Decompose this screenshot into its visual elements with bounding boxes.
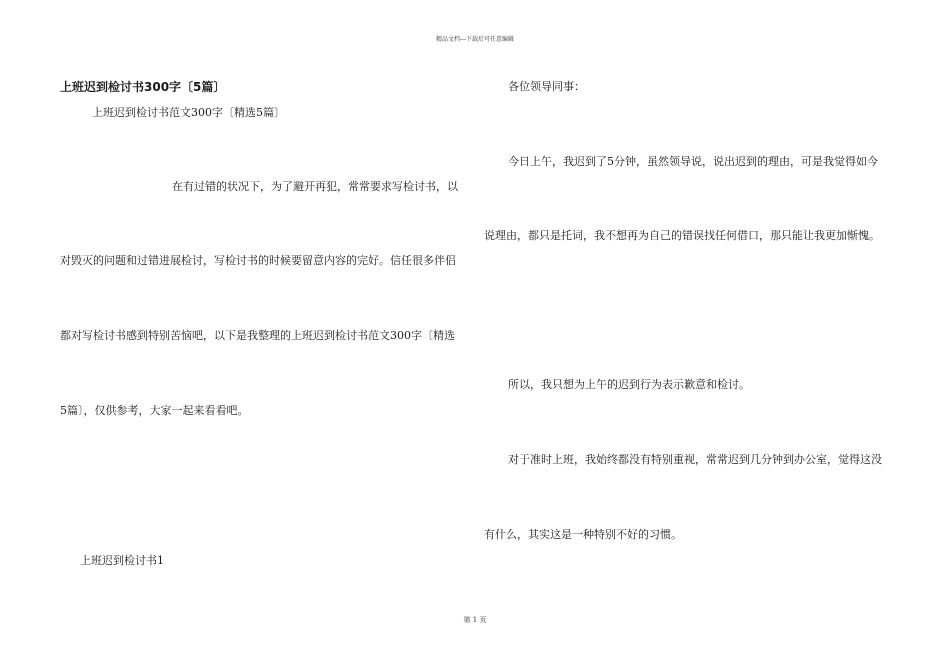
intro-line-1: 在有过错的状况下，为了避开再犯，常常要求写检讨书，以 (172, 180, 458, 193)
body-line-5: 有什么，其实这是一种特别不好的习惯。 (484, 528, 682, 541)
body-line-4: 对于准时上班，我始终都没有特别重视，常常迟到几分钟到办公室，觉得这没 (508, 453, 882, 466)
intro-line-2: 对毁灭的问题和过错进展检讨，写检讨书的时候要留意内容的完好。信任很多伴侣 (60, 254, 456, 267)
intro-line-3: 都对写检讨书感到特别苦恼吧，以下是我整理的上班迟到检讨书范文300字〔精选 (60, 329, 455, 342)
intro-line-4: 5篇〕，仅供参考，大家一起来看看吧。 (60, 404, 249, 417)
document-title: 上班迟到检讨书300字〔5篇〕 (60, 80, 226, 94)
section-heading: 上班迟到检讨书1 (80, 554, 164, 567)
document-subtitle: 上班迟到检讨书范文300字〔精选5篇〕 (92, 106, 285, 119)
salutation: 各位领导同事： (508, 80, 585, 93)
page-header: 精品文档---下载后可任意编辑 (435, 36, 515, 43)
page-footer: 第 1 页 (463, 616, 487, 624)
body-line-3: 所以，我只想为上午的迟到行为表示歉意和检讨。 (508, 378, 750, 391)
body-line-2: 说理由，都只是托词，我不想再为自己的错误找任何借口，那只能让我更加惭愧。 (484, 229, 880, 242)
body-line-1: 今日上午，我迟到了5分钟，虽然领导说，说出迟到的理由，可是我觉得如今 (508, 155, 878, 168)
